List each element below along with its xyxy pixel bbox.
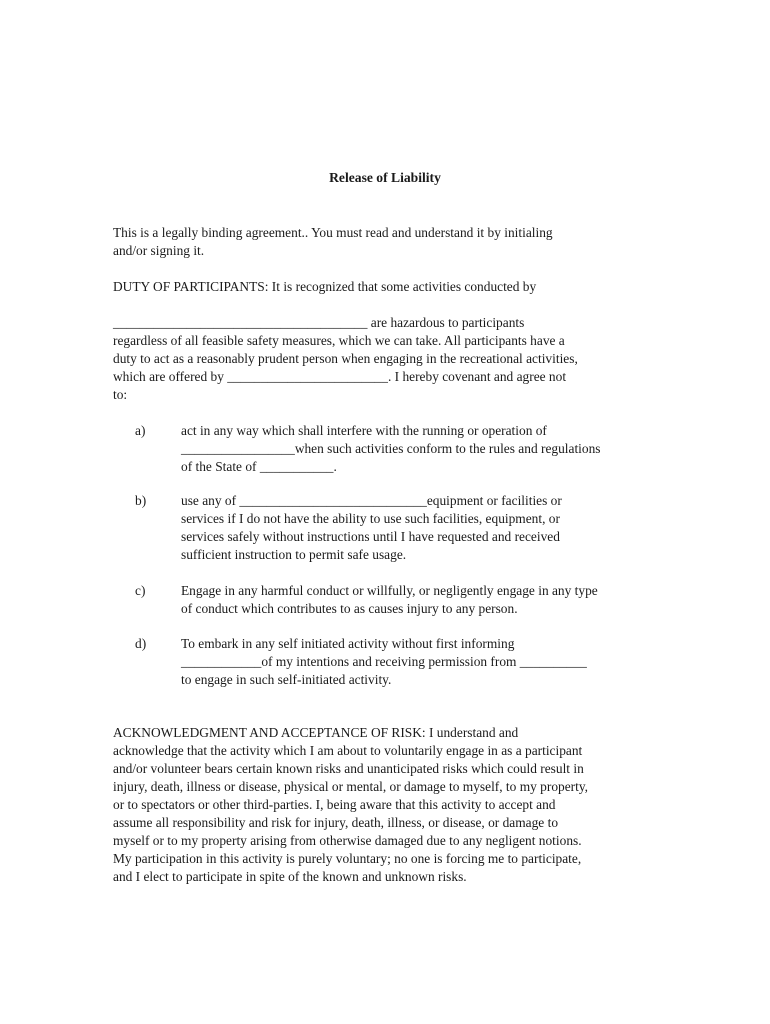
- intro-paragraph: This is a legally binding agreement.. You must read and understand it by initialing and/or signing it.: [113, 225, 553, 258]
- duty-heading: DUTY OF PARTICIPANTS: It is recognized that some activities conducted by: [113, 279, 537, 294]
- list-item-text: Engage in any harmful conduct or willfully, or negligently engage in any type of conduct which contributes to as causes injury to any person.: [181, 583, 598, 616]
- list-item-label: c): [135, 583, 146, 598]
- list-item-label: a): [135, 423, 146, 438]
- list-item-text: act in any way which shall interfere with the running or operation of _________________when such activities conform to the rules and regulations of the State of ___________.: [181, 423, 601, 474]
- list-item-label: d): [135, 636, 147, 651]
- acknowledgment-paragraph: ACKNOWLEDGMENT AND ACCEPTANCE OF RISK: I understand and acknowledge that the activity which I am about to voluntarily engage in as a participant and/or volunteer bears certain known risks and unanticipated risks which could result in injury, death, illness or disease, physical or mental, or damage to myself, to my property, or to spectators or other third-parties. I, being aware that this activity to accept and assume all responsibility and risk for injury, death, illness, or disease, or damage to myself or to my property arising from otherwise damaged due to any negligent notions. My participation in this activity is purely voluntary; no one is forcing me to participate, and I elect to participate in spite of the known and unknown risks.: [113, 725, 589, 884]
- list-item-text: use any of ____________________________equipment or facilities or services if I do not have the ability to use such facilities, equipment, or services safely without instructions until I have requested and received sufficient instruction to permit safe usage.: [181, 493, 562, 562]
- list-item-text: To embark in any self initiated activity without first informing ____________of my intentions and receiving permission from __________ to engage in such self-initiated activity.: [181, 636, 587, 687]
- duty-paragraph: ______________________________________ are hazardous to participants regardless of all feasible safety measures, which we can take. All participants have a duty to act as a reasonably prudent person when engaging in the recreational activities, which are offered by ________________________. I hereby covenant and agree not to:: [113, 315, 578, 402]
- document-title: Release of Liability: [329, 170, 441, 185]
- list-item-label: b): [135, 493, 147, 508]
